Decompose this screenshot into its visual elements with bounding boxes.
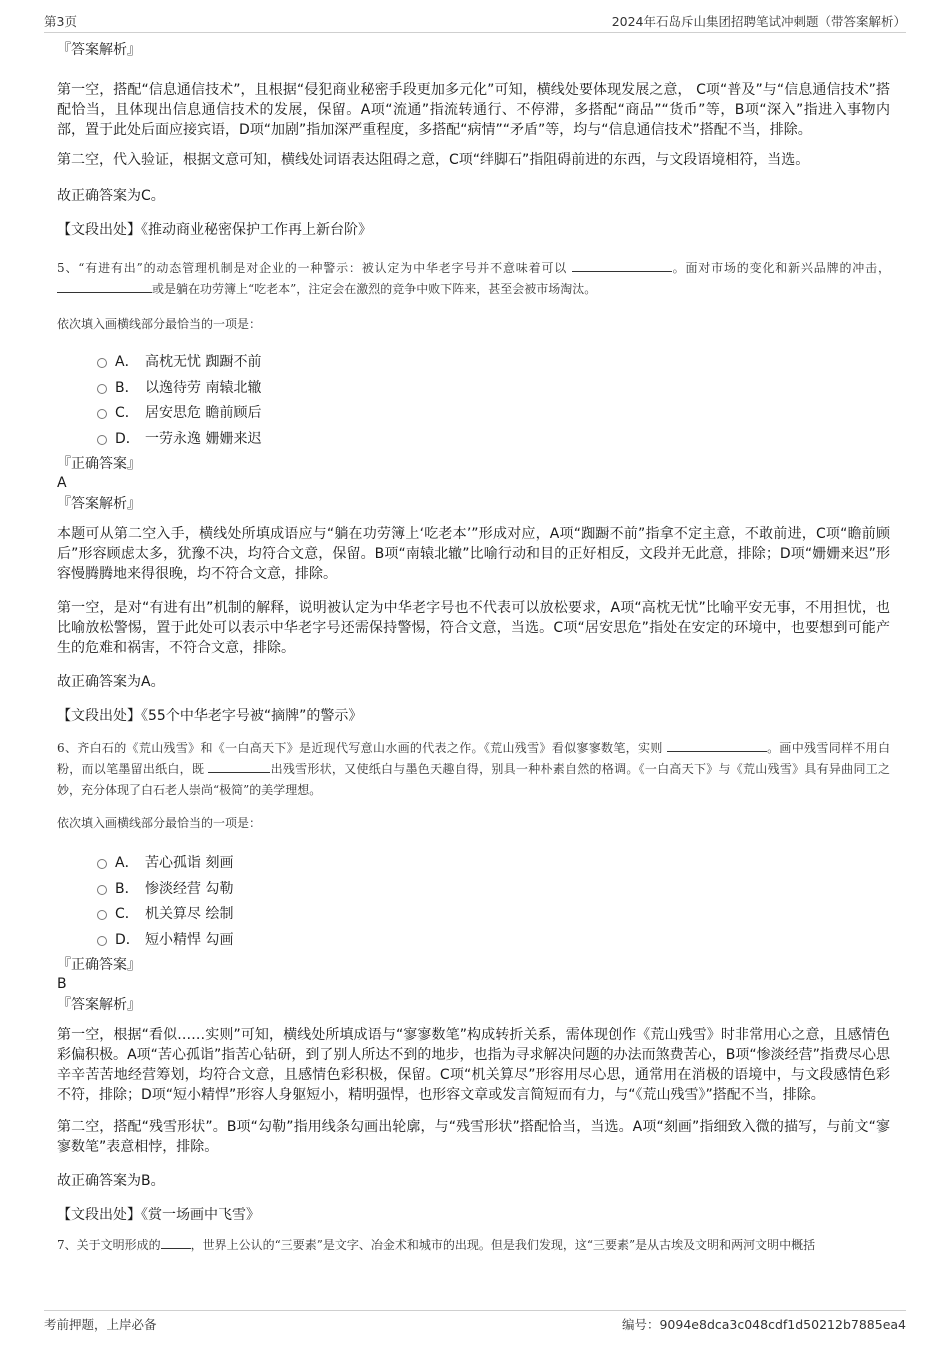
document-body	[57, 40, 890, 1256]
radio-button-icon[interactable]	[97, 885, 107, 895]
analysis-paragraph: 第一空，搭配“信息通信技术”，且根据“侵犯商业秘密手段更加多元化”可知，横线处要体现发展之意， C项“普及”与“信息通信技术”搭配恰当，且体现出信息通信技术的发展，保留。A项“流通”指流转通行、不停滞，多搭配“商品”“货币”等，B项“深入”指进入事物内部，置于此处后面应接宾语，D项“加剧”指加深严重程度，多搭配“病情”“矛盾”等，均与“信息通信技术”搭配不当，排除。	[57, 82, 890, 138]
analysis-paragraph: 第二空，代入验证，根据文意可知，横线处词语表达阻碍之意，C项“绊脚石”指阻碍前进的东西，与文段语境相符，当选。	[57, 152, 810, 168]
page-footer	[44, 1310, 906, 1336]
analysis-paragraph: 第二空，搭配“残雪形状”。B项“勾勒”指用线条勾画出轮廓，与“残雪形状”搭配恰当，当选。A项“刻画”指细致入微的描写，与前文“寥寥数笔”表意相悖，排除。	[57, 1119, 890, 1155]
option-b[interactable]: B． 以逸待劳 南辕北辙	[57, 376, 890, 402]
question-stem: 7、关于文明形成的 ，世界上公认的“三要素”是文字、冶金术和城市的出现。但是我们发现，这“三要素”是从古埃及文明和两河文明中概括	[57, 1238, 816, 1252]
fill-blank	[161, 1236, 191, 1249]
source-citation: 【文段出处】《55个中华老字号被“摘牌”的警示》	[57, 708, 363, 724]
analysis-label: 『答案解析』	[57, 42, 141, 58]
radio-button-icon[interactable]	[97, 910, 107, 920]
radio-button-icon[interactable]	[97, 435, 107, 445]
analysis-label: 『答案解析』	[57, 496, 141, 512]
footer-slogan: 考前押题，上岸必备	[44, 1317, 157, 1332]
radio-button-icon[interactable]	[97, 384, 107, 394]
radio-button-icon[interactable]	[97, 936, 107, 946]
option-b[interactable]: B． 惨淡经营 勾勒	[57, 877, 890, 903]
fill-blank	[57, 280, 152, 293]
answer-conclusion: 故正确答案为B。	[57, 1173, 165, 1189]
analysis-paragraph: 第一空，是对“有进有出”机制的解释，说明被认定为中华老字号也不代表可以放松要求，A项“高枕无忧”比喻平安无事，不用担忧，也比喻放松警惕，置于此处可以表示中华老字号还需保持警惕，符合文意，当选。C项“居安思危”指处在安定的环境中，也要想到可能产生的危难和祸害，不符合文意，排除。	[57, 600, 890, 656]
option-a[interactable]: A． 苦心孤诣 刻画	[57, 851, 890, 877]
correct-answer-label: 『正确答案』	[57, 957, 141, 973]
question-stem: 5、“有进有出”的动态管理机制是对企业的一种警示：被认定为中华老字号并不意味着可以 。面对市场的变化和新兴品牌的冲击， 或是躺在功劳簿上“吃老本”，注定会在激烈的竞争中败下阵来，甚至会被市场淘汰。	[57, 261, 890, 296]
radio-button-icon[interactable]	[97, 859, 107, 869]
fill-blank	[667, 739, 767, 752]
analysis-label: 『答案解析』	[57, 997, 141, 1013]
question-stem: 6、齐白石的《荒山残雪》和《一白高天下》是近现代写意山水画的代表之作。《荒山残雪》看似寥寥数笔，实则 。画中残雪同样不用白粉，而以笔墨留出纸白，既 出残雪形状，又使纸白与墨色天趣自得，别具一种朴素自然的格调。《一白高天下》与《荒山残雪》具有异曲同工之妙，充分体现了白石老人崇尚“极简”的美学理想。	[57, 741, 890, 797]
correct-answer: B	[57, 976, 67, 992]
document-title: 2024年石岛斥山集团招聘笔试冲刺题（带答案解析）	[611, 14, 906, 29]
radio-button-icon[interactable]	[97, 358, 107, 368]
fill-blank	[208, 760, 270, 773]
correct-answer-label: 『正确答案』	[57, 456, 141, 472]
correct-answer: A	[57, 475, 67, 491]
fill-blank	[572, 259, 672, 272]
page-header	[44, 12, 906, 33]
option-a[interactable]: A． 高枕无忧 踟蹰不前	[57, 350, 890, 376]
analysis-paragraph: 第一空，根据“看似……实则”可知，横线处所填成语与“寥寥数笔”构成转折关系，需体现创作《荒山残雪》时非常用心之意，且感情色彩偏积极。A项“苦心孤诣”指苦心钻研，到了别人所达不到的地步，也指为寻求解决问题的办法而煞费苦心，B项“惨淡经营”指费尽心思辛辛苦苦地经营筹划，均符合文意，且感情色彩积极，保留。C项“机关算尽”形容用尽心思，通常用在消极的语境中，与文段感情色彩不符，排除；D项“短小精悍”形容人身躯短小，精明强悍，也形容文章或发言简短而有力，与“《荒山残雪》”搭配不当，排除。	[57, 1027, 890, 1103]
option-list	[57, 350, 890, 452]
question-instruction: 依次填入画横线部分最恰当的一项是：	[57, 317, 262, 331]
option-c[interactable]: C． 居安思危 瞻前顾后	[57, 401, 890, 427]
page-number: 第3页	[44, 14, 77, 29]
answer-conclusion: 故正确答案为C。	[57, 188, 165, 204]
question-instruction: 依次填入画横线部分最恰当的一项是：	[57, 816, 262, 830]
option-d[interactable]: D． 一劳永逸 姗姗来迟	[57, 427, 890, 453]
answer-conclusion: 故正确答案为A。	[57, 674, 165, 690]
option-list	[57, 851, 890, 953]
analysis-paragraph: 本题可从第二空入手，横线处所填成语应与“躺在功劳簿上‘吃老本’”形成对应，A项“踟蹰不前”指拿不定主意，不敢前进，C项“瞻前顾后”形容顾虑太多，犹豫不决，均符合文意，保留。B项“南辕北辙”比喻行动和目的正好相反，文段并无此意，排除；D项“姗姗来迟”形容慢腾腾地来得很晚，均不符合文意，排除。	[57, 526, 890, 582]
source-citation: 【文段出处】《推动商业秘密保护工作再上新台阶》	[57, 222, 372, 238]
document-id: 编号：9094e8dca3c048cdf1d50212b7885ea4	[621, 1317, 906, 1332]
option-d[interactable]: D． 短小精悍 勾画	[57, 928, 890, 954]
source-citation: 【文段出处】《赏一场画中飞雪》	[57, 1207, 260, 1223]
radio-button-icon[interactable]	[97, 409, 107, 419]
option-c[interactable]: C． 机关算尽 绘制	[57, 902, 890, 928]
